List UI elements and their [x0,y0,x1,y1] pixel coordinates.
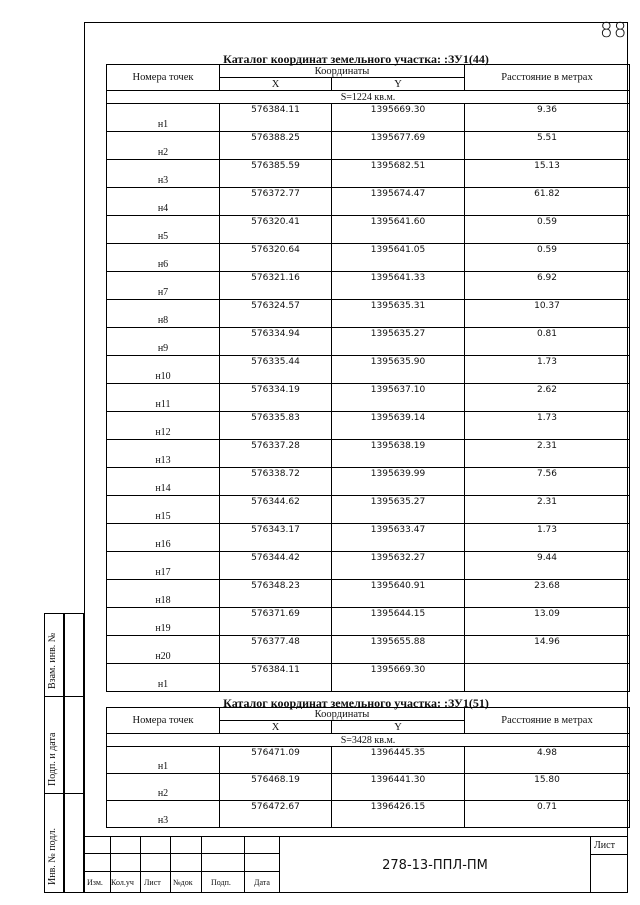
distance-value-text: 1.73 [536,413,558,423]
coord-y-text: 1396426.15 [370,802,426,812]
distance-value [465,104,630,132]
distance-value [465,356,630,384]
point-name [107,132,220,160]
distance-value-text: 14.96 [534,637,560,647]
distance-value [465,664,630,692]
coord-x-text: 576344.42 [251,553,300,563]
table-row [107,272,630,300]
coord-y-text: 1395677.69 [370,133,426,143]
header-coordinates: Координаты [220,65,465,78]
point-name-text: н2 [157,147,169,158]
distance-value [465,496,630,524]
distance-value-text: 5.51 [536,133,558,143]
coord-x-text: 576335.83 [251,413,300,423]
table-row [107,774,630,801]
coord-y [332,496,465,524]
header-x: X [220,78,332,91]
table-row [107,524,630,552]
point-name-text: н19 [155,623,171,634]
coord-y [332,747,465,774]
label-sheet: Лист [594,840,615,851]
coord-x [220,384,332,412]
distance-value-text: 10.37 [534,301,560,311]
point-name-text: н3 [157,815,169,826]
header-y: Y [332,721,465,734]
coord-x [220,272,332,300]
coord-x-text: 576471.09 [251,748,300,758]
coord-x [220,356,332,384]
side-approval-stamp [44,613,84,893]
coord-x [220,244,332,272]
point-name [107,160,220,188]
point-name-text: н10 [155,371,171,382]
table-row [107,132,630,160]
table-row [107,552,630,580]
coord-x [220,216,332,244]
distance-value-text: 0.59 [536,217,558,227]
point-name-text: н1 [157,119,169,130]
coord-x [220,412,332,440]
coord-x [220,636,332,664]
coord-x [220,801,332,828]
distance-value [465,524,630,552]
distance-value-text: 0.81 [536,329,558,339]
coord-y-text: 1395644.15 [370,609,426,619]
coord-x-text: 576344.62 [251,497,300,507]
distance-value [465,216,630,244]
distance-value-text: 1.73 [536,357,558,367]
coord-x [220,608,332,636]
point-name [107,104,220,132]
table-row [107,300,630,328]
header-y: Y [332,78,465,91]
coord-y-text: 1395638.19 [370,441,426,451]
coord-x-text: 576348.23 [251,581,300,591]
coord-y-text: 1395633.47 [370,525,426,535]
distance-value-text: 9.36 [536,105,558,115]
header-points: Номера точек [107,65,220,91]
distance-value [465,774,630,801]
coord-x-text: 576343.17 [251,525,300,535]
point-name-text: н7 [157,287,169,298]
coord-x [220,552,332,580]
header-x: X [220,721,332,734]
coord-x [220,468,332,496]
coord-y [332,636,465,664]
point-name [107,468,220,496]
point-name-text: н16 [155,539,171,550]
coord-x-text: 576372.77 [251,189,300,199]
point-name-text: н13 [155,455,171,466]
table-row [107,356,630,384]
coord-y-text: 1396441.30 [370,775,426,785]
coord-y [332,188,465,216]
coord-x-text: 576384.11 [251,665,300,675]
distance-value-text: 61.82 [534,189,560,199]
point-name [107,496,220,524]
coord-y [332,328,465,356]
distance-value [465,300,630,328]
table-row [107,160,630,188]
coord-y [332,300,465,328]
coord-x-text: 576388.25 [251,133,300,143]
distance-value-text: 0.59 [536,245,558,255]
coord-y-text: 1395635.31 [370,301,426,311]
coord-x [220,747,332,774]
coord-y-text: 1395635.27 [370,329,426,339]
catalog-title-1: Каталог координат земельного участка: :ЗУ1(44) [223,52,489,66]
coord-y-text: 1395682.51 [370,161,426,171]
table-row [107,104,630,132]
header-points: Номера точек [107,708,220,734]
catalog-title-2: Каталог координат земельного участка: :ЗУ1(51) [223,696,489,710]
distance-value-text: 15.80 [534,775,560,785]
distance-value [465,580,630,608]
point-name-text: н12 [155,427,171,438]
point-name-text: н17 [155,567,171,578]
distance-value [465,132,630,160]
distance-value-text: 4.98 [536,748,558,758]
distance-value-text [465,664,629,665]
point-name-text: н9 [157,343,169,354]
distance-value-text: 13.09 [534,609,560,619]
table-row [107,412,630,440]
distance-value [465,412,630,440]
coord-y-text: 1395669.30 [370,105,426,115]
coord-x-text: 576371.69 [251,609,300,619]
coord-y [332,580,465,608]
coord-y-text: 1395637.10 [370,385,426,395]
distance-value [465,636,630,664]
coord-y [332,608,465,636]
label-izm: Изм. [87,878,103,887]
coord-x [220,300,332,328]
distance-value [465,244,630,272]
distance-value-text: 7.56 [536,469,558,479]
coord-x-text: 576337.28 [251,441,300,451]
distance-value-text: 2.31 [536,497,558,507]
point-name-text: н5 [157,231,169,242]
point-name-text: н11 [155,399,171,410]
point-name-text: н1 [157,679,169,690]
distance-value-text: 23.68 [534,581,560,591]
table-row [107,496,630,524]
coord-y [332,412,465,440]
point-name [107,747,220,774]
coord-y [332,774,465,801]
distance-value-text: 15.13 [534,161,560,171]
coord-x-text: 576324.57 [251,301,300,311]
table-row [107,636,630,664]
coord-y [332,664,465,692]
point-name [107,664,220,692]
coord-x-text: 576468.19 [251,775,300,785]
label-ndok: №док [173,878,193,887]
coord-x-text: 576472.67 [251,802,300,812]
coord-y [332,132,465,160]
coord-y-text: 1395632.27 [370,553,426,563]
distance-value [465,188,630,216]
distance-value-text: 9.44 [536,553,558,563]
header-distance: Расстояние в метрах [465,65,630,91]
point-name [107,636,220,664]
coord-x [220,580,332,608]
label-inv-podl: Инв. № подл. [47,828,58,885]
point-name [107,412,220,440]
coord-y [332,468,465,496]
coord-x [220,188,332,216]
point-name-text: н3 [157,175,169,186]
distance-value [465,801,630,828]
label-podp: Подп. [211,878,231,887]
coord-y [332,440,465,468]
point-name [107,524,220,552]
point-name [107,608,220,636]
point-name [107,801,220,828]
coord-x [220,664,332,692]
document-code: 278-13-ППЛ-ПМ [382,858,488,873]
header-distance: Расстояние в метрах [465,708,630,734]
coord-y [332,552,465,580]
coord-y-text: 1395641.05 [370,245,426,255]
point-name [107,244,220,272]
coord-x-text: 576321.16 [251,273,300,283]
table-row [107,664,630,692]
point-name-text: н14 [155,483,171,494]
coord-y [332,160,465,188]
coord-x-text: 576334.94 [251,329,300,339]
table-row [107,608,630,636]
table-row [107,328,630,356]
coord-y-text: 1395635.90 [370,357,426,367]
coord-y [332,801,465,828]
area-row: S=1224 кв.м. [107,91,630,104]
label-podp-data: Подп. и дата [47,732,58,786]
point-name-text: н18 [155,595,171,606]
area-row: S=3428 кв.м. [107,734,630,747]
table-row [107,188,630,216]
coord-y-text: 1395641.60 [370,217,426,227]
coord-y [332,272,465,300]
sheet-number: 88 [600,18,628,42]
coord-y [332,244,465,272]
distance-value [465,440,630,468]
coord-x [220,524,332,552]
distance-value [465,384,630,412]
coord-y [332,104,465,132]
coord-x [220,132,332,160]
coord-y-text: 1395640.91 [370,581,426,591]
coord-y-text: 1395639.99 [370,469,426,479]
point-name-text: н15 [155,511,171,522]
coord-y-text: 1395641.33 [370,273,426,283]
table-row [107,244,630,272]
table-row [107,384,630,412]
point-name [107,300,220,328]
distance-value [465,608,630,636]
distance-value-text: 0.71 [536,802,558,812]
label-data: Дата [254,878,270,887]
table-row [107,801,630,828]
coordinate-catalog-table-1 [106,64,630,692]
point-name [107,188,220,216]
coordinate-catalog-table-2 [106,707,630,828]
coord-x [220,160,332,188]
coord-x-text: 576377.48 [251,637,300,647]
distance-value [465,160,630,188]
point-name [107,356,220,384]
point-name-text: н4 [157,203,169,214]
table-row [107,216,630,244]
table-row [107,440,630,468]
distance-value [465,747,630,774]
coord-y-text: 1395674.47 [370,189,426,199]
label-vzam-inv: Взам. инв. № [47,632,58,689]
coord-x [220,328,332,356]
coord-y-text: 1395669.30 [370,665,426,675]
distance-value-text: 1.73 [536,525,558,535]
header-coordinates: Координаты [220,708,465,721]
distance-value [465,328,630,356]
point-name-text: н2 [157,788,169,799]
distance-value [465,552,630,580]
point-name [107,774,220,801]
point-name-text: н20 [155,651,171,662]
coord-x-text: 576385.59 [251,161,300,171]
coord-x [220,440,332,468]
distance-value-text: 6.92 [536,273,558,283]
point-name [107,272,220,300]
coord-x-text: 576334.19 [251,385,300,395]
coord-x-text: 576335.44 [251,357,300,367]
table-row [107,580,630,608]
coord-y [332,356,465,384]
point-name-text: н8 [157,315,169,326]
coord-x-text: 576320.41 [251,217,300,227]
distance-value-text: 2.62 [536,385,558,395]
coord-y [332,524,465,552]
point-name-text: н6 [157,259,169,270]
label-kol-uch: Кол.уч [111,878,134,887]
coord-x-text: 576338.72 [251,469,300,479]
table-row [107,468,630,496]
table-row [107,747,630,774]
coord-y-text: 1395655.88 [370,637,426,647]
point-name-text: н1 [157,761,169,772]
coord-x-text: 576320.64 [251,245,300,255]
distance-value [465,468,630,496]
point-name [107,580,220,608]
coord-x [220,496,332,524]
coord-y [332,384,465,412]
coord-y [332,216,465,244]
coord-x [220,104,332,132]
point-name [107,216,220,244]
coord-y-text: 1395635.27 [370,497,426,507]
coord-x [220,774,332,801]
coord-x-text: 576384.11 [251,105,300,115]
point-name [107,328,220,356]
label-list: Лист [144,878,161,887]
point-name [107,552,220,580]
distance-value [465,272,630,300]
point-name [107,384,220,412]
coord-y-text: 1395639.14 [370,413,426,423]
point-name [107,440,220,468]
coord-y-text: 1396445.35 [370,748,426,758]
distance-value-text: 2.31 [536,441,558,451]
